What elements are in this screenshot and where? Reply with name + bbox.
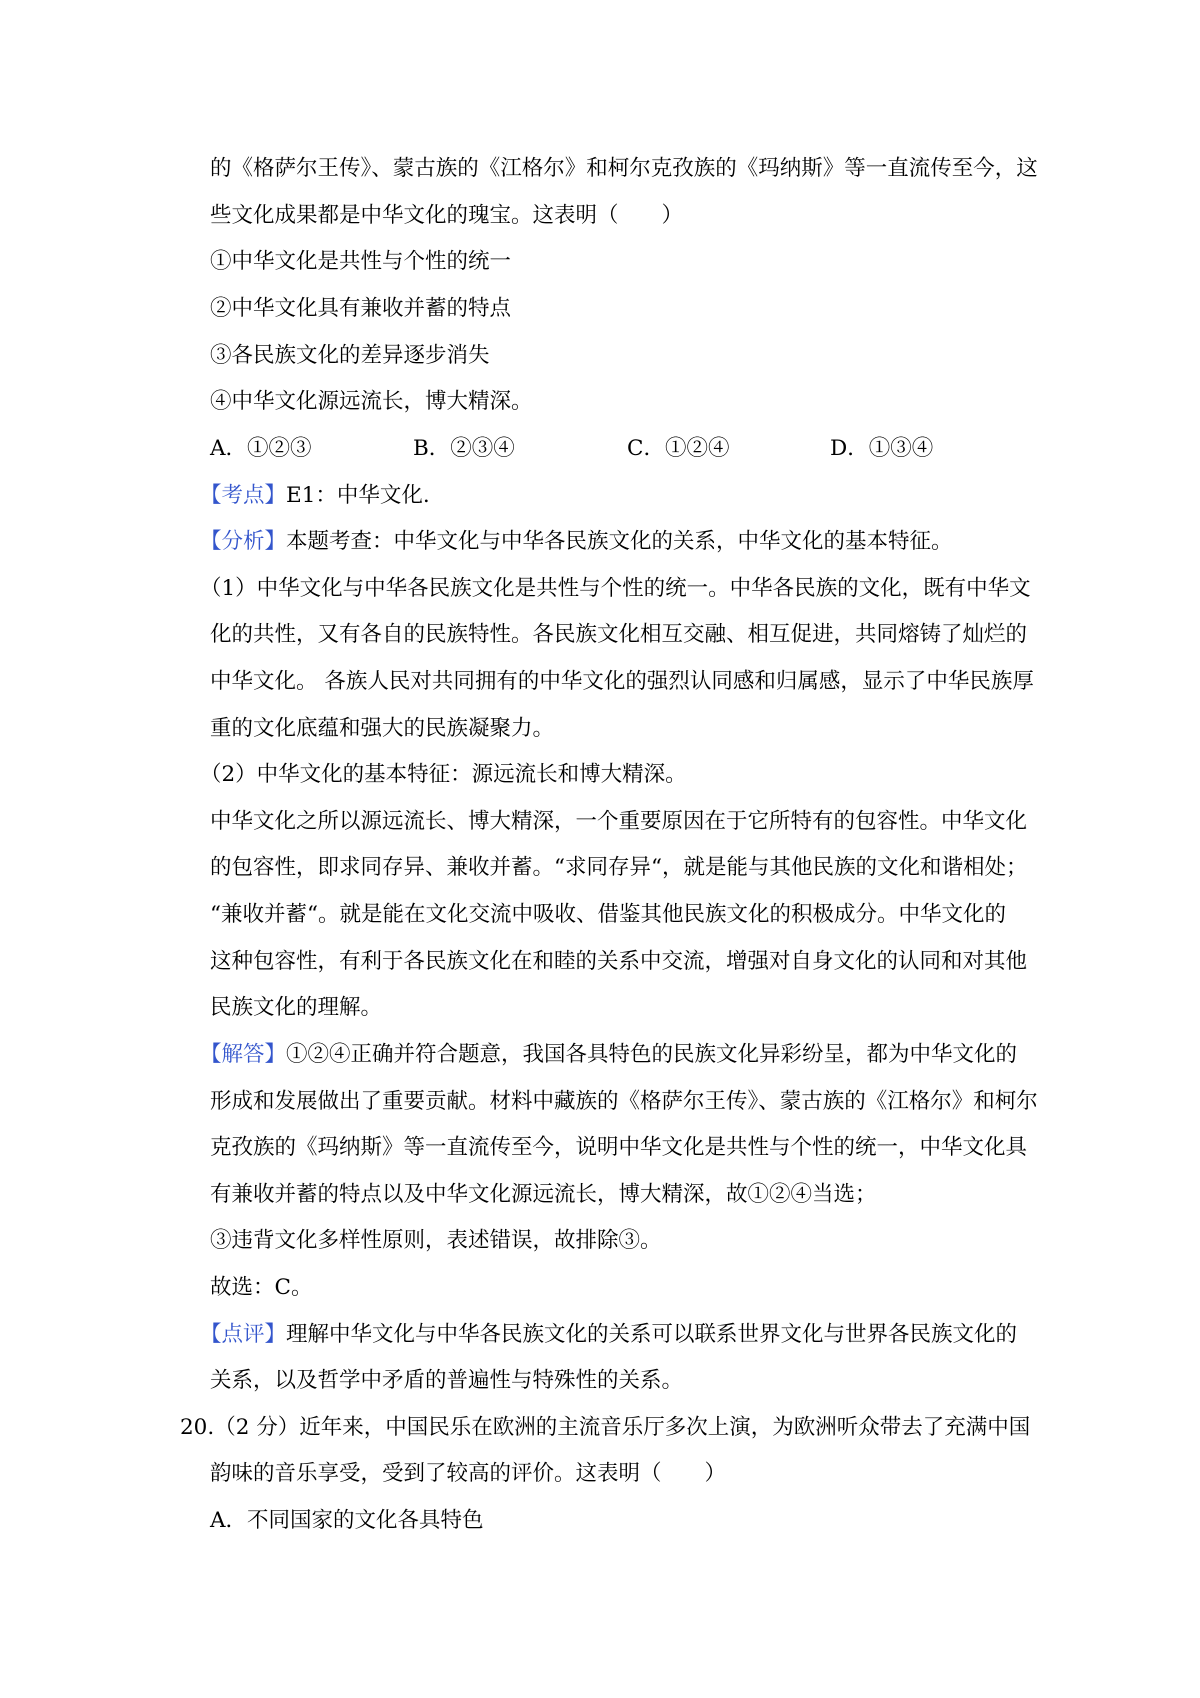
fenxi-line [200, 527, 1010, 557]
statement-item: ①中华文化是共性与个性的统一 [210, 249, 512, 274]
question-20-option-a: A．不同国家的文化各具特色 [210, 1508, 484, 1533]
jieda-paragraph-line: 形成和发展做出了重要贡献。材料中藏族的《格萨尔王传》、蒙古族的《江格尔》和柯尔 [210, 1089, 1038, 1114]
fenxi-paragraph-line: （2）中华文化的基本特征：源远流长和博大精深。 [200, 762, 687, 787]
question-20-stem-line: 韵味的音乐享受，受到了较高的评价。这表明（ ） [210, 1461, 727, 1486]
fenxi-paragraph-line: 中华文化。 各族人民对共同拥有的中华文化的强烈认同感和归属感，显示了中华民族厚 [210, 669, 1034, 694]
option-b: B．②③④ [413, 436, 515, 461]
fenxi-paragraph-line: 中华文化之所以源远流长、博大精深，一个重要原因在于它所特有的包容性。中华文化 [210, 809, 1028, 834]
question-stem-line: 些文化成果都是中华文化的瑰宝。这表明（ ） [210, 203, 684, 228]
option-d: D．①③④ [830, 436, 934, 461]
dianping-line [200, 1320, 1018, 1350]
fenxi-paragraph-line: 重的文化底蕴和强大的民族凝聚力。 [210, 716, 555, 741]
dianping-paragraph-line: 关系，以及哲学中矛盾的普遍性与特殊性的关系。 [210, 1368, 684, 1393]
question-20-line [180, 1413, 1031, 1443]
jieda-paragraph-line: 克孜族的《玛纳斯》等一直流传至今，说明中华文化是共性与个性的统一，中华文化具 [210, 1135, 1028, 1160]
jieda-answer: 故选：C。 [210, 1275, 313, 1300]
fenxi-paragraph-line: 化的共性，又有各自的民族特性。各民族文化相互交融、相互促进，共同熔铸了灿烂的 [210, 622, 1028, 647]
dianping-tag: 【点评】 [200, 1322, 287, 1347]
question-number: 20. [180, 1415, 215, 1440]
jieda-text: ①②④正确并符合题意，我国各具特色的民族文化异彩纷呈，都为中华文化的 [286, 1042, 1018, 1067]
fenxi-paragraph-line: 这种包容性，有利于各民族文化在和睦的关系中交流，增强对自身文化的认同和对其他 [210, 949, 1028, 974]
kaodian-tag: 【考点】 [200, 483, 287, 508]
jieda-paragraph-line: 有兼收并蓄的特点以及中华文化源远流长，博大精深，故①②④当选； [210, 1182, 877, 1207]
dianping-text: 理解中华文化与中华各民族文化的关系可以联系世界文化与世界各民族文化的 [286, 1322, 1018, 1347]
jieda-line [200, 1040, 1018, 1070]
statement-item: ③各民族文化的差异逐步消失 [210, 343, 490, 368]
fenxi-paragraph-line: （1）中华文化与中华各民族文化是共性与个性的统一。中华各民族的文化，既有中华文 [200, 576, 1031, 601]
question-20-stem: （2 分）近年来，中国民乐在欧洲的主流音乐厅多次上演，为欧洲听众带去了充满中国 [214, 1415, 1031, 1440]
statement-item: ④中华文化源远流长，博大精深。 [210, 389, 533, 414]
kaodian-line [200, 481, 1010, 511]
kaodian-text: E1：中华文化. [286, 483, 430, 508]
jieda-tag: 【解答】 [200, 1042, 287, 1067]
fenxi-tag: 【分析】 [200, 529, 287, 554]
statement-item: ②中华文化具有兼收并蓄的特点 [210, 296, 512, 321]
option-a: A．①②③ [210, 436, 312, 461]
fenxi-text: 本题考查：中华文化与中华各民族文化的关系，中华文化的基本特征。 [286, 529, 953, 554]
fenxi-paragraph-line: 民族文化的理解。 [210, 995, 383, 1020]
option-c: C．①②④ [627, 436, 730, 461]
fenxi-paragraph-line: 的包容性，即求同存异、兼收并蓄。“求同存异“，就是能与其他民族的文化和谐相处； [210, 855, 1028, 880]
fenxi-paragraph-line: “兼收并蓄“。就是能在文化交流中吸收、借鉴其他民族文化的积极成分。中华文化的 [210, 902, 1006, 927]
jieda-paragraph-line: ③违背文化多样性原则，表述错误，故排除③。 [210, 1228, 662, 1253]
question-stem-line: 的《格萨尔王传》、蒙古族的《江格尔》和柯尔克孜族的《玛纳斯》等一直流传至今，这 [210, 156, 1038, 181]
